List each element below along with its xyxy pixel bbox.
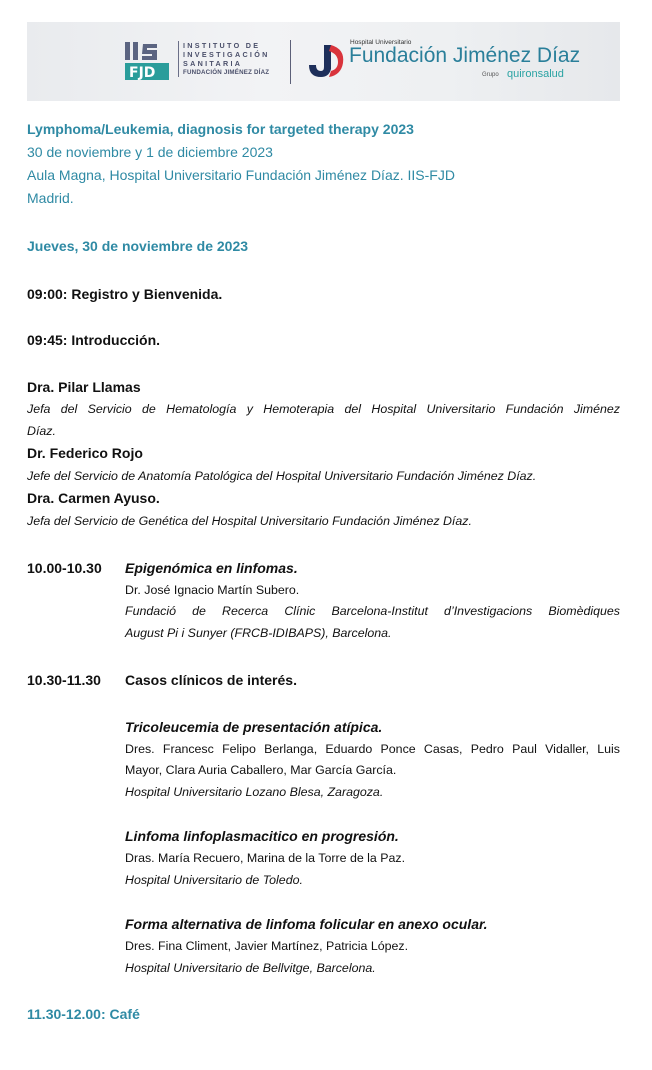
svg-text:FJD: FJD: [129, 65, 156, 81]
iis-fjd-logo-icon: [123, 40, 171, 82]
schedule-break: 11.30-12.00: Café: [27, 1006, 140, 1022]
case-authors: Dras. María Recuero, Marina de la Torre de la Paz.: [125, 851, 406, 865]
case-hospital: Hospital Universitario Lozano Blesa, Zaragoza.: [125, 785, 384, 799]
case-title: Tricoleucemia de presentación atípica.: [125, 719, 383, 735]
session-time: 10.00-10.30: [27, 560, 102, 576]
case-authors: Dres. Francesc Felipo Berlanga, Eduardo Ponce Casas, Pedro Paul Vidaller, Luis: [125, 742, 620, 756]
session-affiliation: Fundació de Recerca Clínic Barcelona-Institut d’Investigacions Biomèdiques: [125, 604, 620, 618]
schedule-registro: 09:00: Registro y Bienvenida.: [27, 286, 223, 302]
header-banner: [27, 22, 620, 101]
case-authors-cont: Mayor, Clara Auria Caballero, Mar García García.: [125, 763, 397, 777]
grupo-label: Grupo: [482, 72, 499, 78]
case-title: Forma alternativa de linfoma folicular en anexo ocular.: [125, 916, 488, 932]
iis-institute-text: INSTITUTO DE INVESTIGACIÓN SANITARIA FUNDACIÓN JIMÉNEZ DÍAZ: [178, 41, 270, 77]
case-hospital: Hospital Universitario de Toledo.: [125, 873, 303, 887]
speaker-role: Jefa del Servicio de Genética del Hospital Universitario Fundación Jiménez Díaz.: [27, 514, 472, 528]
schedule-intro: 09:45: Introducción.: [27, 332, 161, 348]
case-title: Linfoma linfoplasmacitico en progresión.: [125, 828, 399, 844]
speaker-name: Dr. Federico Rojo: [27, 445, 143, 461]
session-title: Casos clínicos de interés.: [125, 672, 297, 688]
logo-divider: [290, 40, 291, 84]
quironsalud-logo: quironsalud: [507, 68, 564, 80]
session-speaker: Dr. José Ignacio Martín Subero.: [125, 583, 300, 597]
event-city: Madrid.: [27, 190, 74, 206]
day-heading: Jueves, 30 de noviembre de 2023: [27, 238, 249, 254]
session-affiliation-cont: August Pi i Sunyer (FRCB-IDIBAPS), Barcelona.: [125, 626, 392, 640]
hospital-name: Fundación Jiménez Díaz: [349, 44, 581, 67]
hospital-small-label: Hospital Universitario: [350, 39, 412, 46]
speaker-name: Dra. Pilar Llamas: [27, 379, 141, 395]
event-title: Lymphoma/Leukemia, diagnosis for targeted therapy 2023: [27, 121, 414, 137]
case-hospital: Hospital Universitario de Bellvitge, Barcelona.: [125, 961, 376, 975]
speaker-name: Dra. Carmen Ayuso.: [27, 490, 160, 506]
speaker-role-cont: Díaz.: [27, 424, 56, 438]
session-title: Epigenómica en linfomas.: [125, 560, 298, 576]
speaker-role: Jefe del Servicio de Anatomía Patológica del Hospital Universitario Fundación Jiménez Díaz.: [27, 469, 537, 483]
session-time: 10.30-11.30: [27, 672, 101, 688]
jd-hospital-logo-icon: [305, 39, 345, 81]
speaker-role: Jefa del Servicio de Hematología y Hemoterapia del Hospital Universitario Fundación Jiménez: [27, 402, 620, 416]
case-authors: Dres. Fina Climent, Javier Martínez, Patricia López.: [125, 939, 409, 953]
event-dates: 30 de noviembre y 1 de diciembre 2023: [27, 144, 273, 160]
event-venue: Aula Magna, Hospital Universitario Fundación Jiménez Díaz. IIS-FJD: [27, 167, 455, 183]
